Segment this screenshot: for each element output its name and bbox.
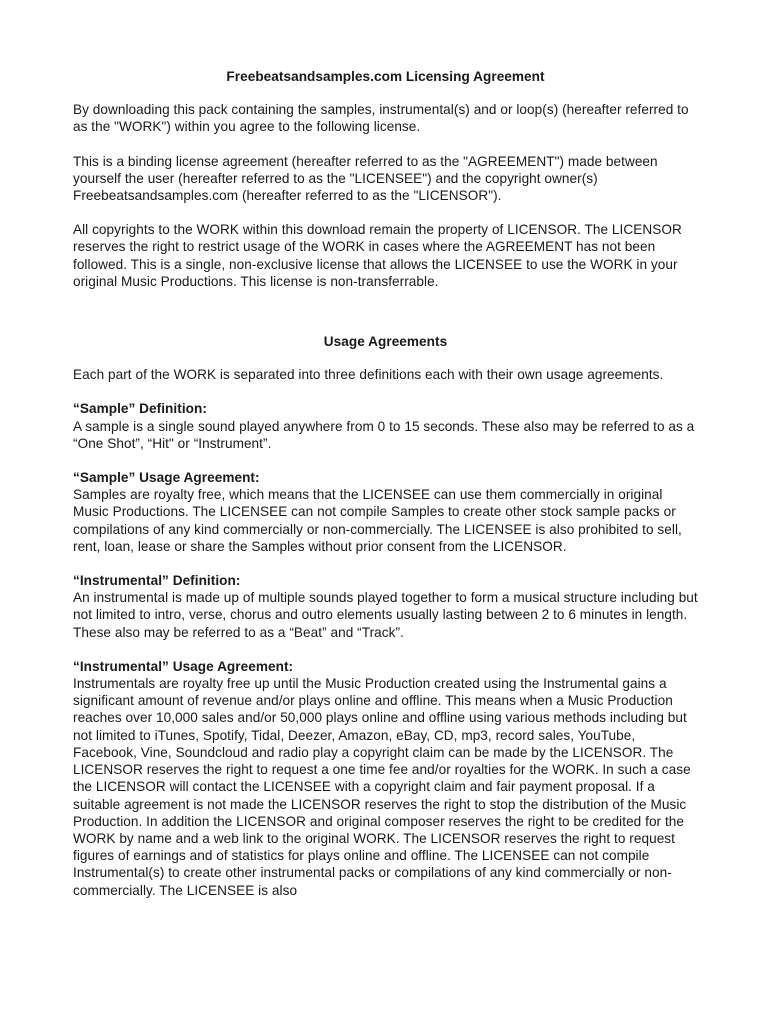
section-body: Instrumentals are royalty free up until the Music Production created using the Instrumental gains a significant amount of revenue and/or plays online and offline. This means when a Music Production reaches over 10,000 sales and/or 50,000 plays online and offline using various methods including but not limited to iTunes, Spotify, Tidal, Deezer, Amazon, eBay, CD, mp3, record sales, YouTube, Facebook, Vine, Soundcloud and radio play a copyright claim can be made by the LICENSOR. The LICENSOR reserves the right to request a one time fee and/or royalties for the WORK. In such a case the LICENSOR will contact the LICENSEE with a copyright claim and fair payment proposal. If a suitable agreement is not made the LICENSOR reserves the right to stop the distribution of the Music Production. In addition the LICENSOR and original composer reserves the right to be credited for the WORK by name and a web link to the original WORK. The LICENSOR reserves the right to request figures of earnings and of statistics for plays online and offline. The LICENSEE can not compile Instrumental(s) to create other instrumental packs or compilations of any kind commercially or non-commercially. The LICENSEE is also [73, 676, 691, 898]
sample-definition-section [73, 400, 698, 452]
section-heading: “Instrumental” Definition: [73, 573, 241, 589]
section-heading: “Sample” Definition: [73, 401, 207, 417]
intro-paragraph-binding: This is a binding license agreement (hereafter referred to as the "AGREEMENT") made between yourself the user (hereafter referred to as the "LICENSEE") and the copyright owner(s) Freebeatsandsamples.com (hereafter referred to as the "LICENSOR"). [73, 153, 658, 204]
document-title: Freebeatsandsamples.com Licensing Agreement [226, 69, 545, 84]
intro-paragraph-copyright: All copyrights to the WORK within this download remain the property of LICENSOR. The LICENSOR reserves the right to restrict usage of the WORK in cases where the AGREEMENT has not been followed. This is a single, non-exclusive license that allows the LICENSEE to use the WORK in your original Music Productions. This license is non-transferrable. [73, 222, 682, 289]
document-page [73, 66, 698, 916]
instrumental-usage-section [73, 658, 698, 899]
section-body: An instrumental is made up of multiple sounds played together to form a musical structure including but not limited to intro, verse, chorus and outro elements usually lasting between 2 to 6 minutes in length. These also may be referred to as a “Beat” and “Track”. [73, 590, 698, 640]
section-body: A sample is a single sound played anywhere from 0 to 15 seconds. These also may be referred to as a “One Shot”, “Hit" or “Instrument”. [73, 418, 695, 451]
sample-usage-section [73, 469, 698, 555]
intro-paragraph-download: By downloading this pack containing the samples, instrumental(s) and or loop(s) (hereafter referred to as the "WORK") within you agree to the following license. [73, 102, 689, 135]
usage-agreements-heading: Usage Agreements [323, 334, 448, 350]
usage-intro-paragraph: Each part of the WORK is separated into three definitions each with their own usage agreements. [73, 367, 664, 383]
section-heading: “Sample” Usage Agreement: [73, 470, 260, 486]
section-heading: “Instrumental” Usage Agreement: [73, 658, 294, 674]
section-body: Samples are royalty free, which means that the LICENSEE can use them commercially in original Music Productions. The LICENSEE can not compile Samples to create other stock sample packs or compilations of any kind commercially or non-commercially. The LICENSEE is also prohibited to sell, rent, loan, lease or share the Samples without prior consent from the LICENSOR. [73, 487, 682, 554]
instrumental-definition-section [73, 572, 698, 641]
